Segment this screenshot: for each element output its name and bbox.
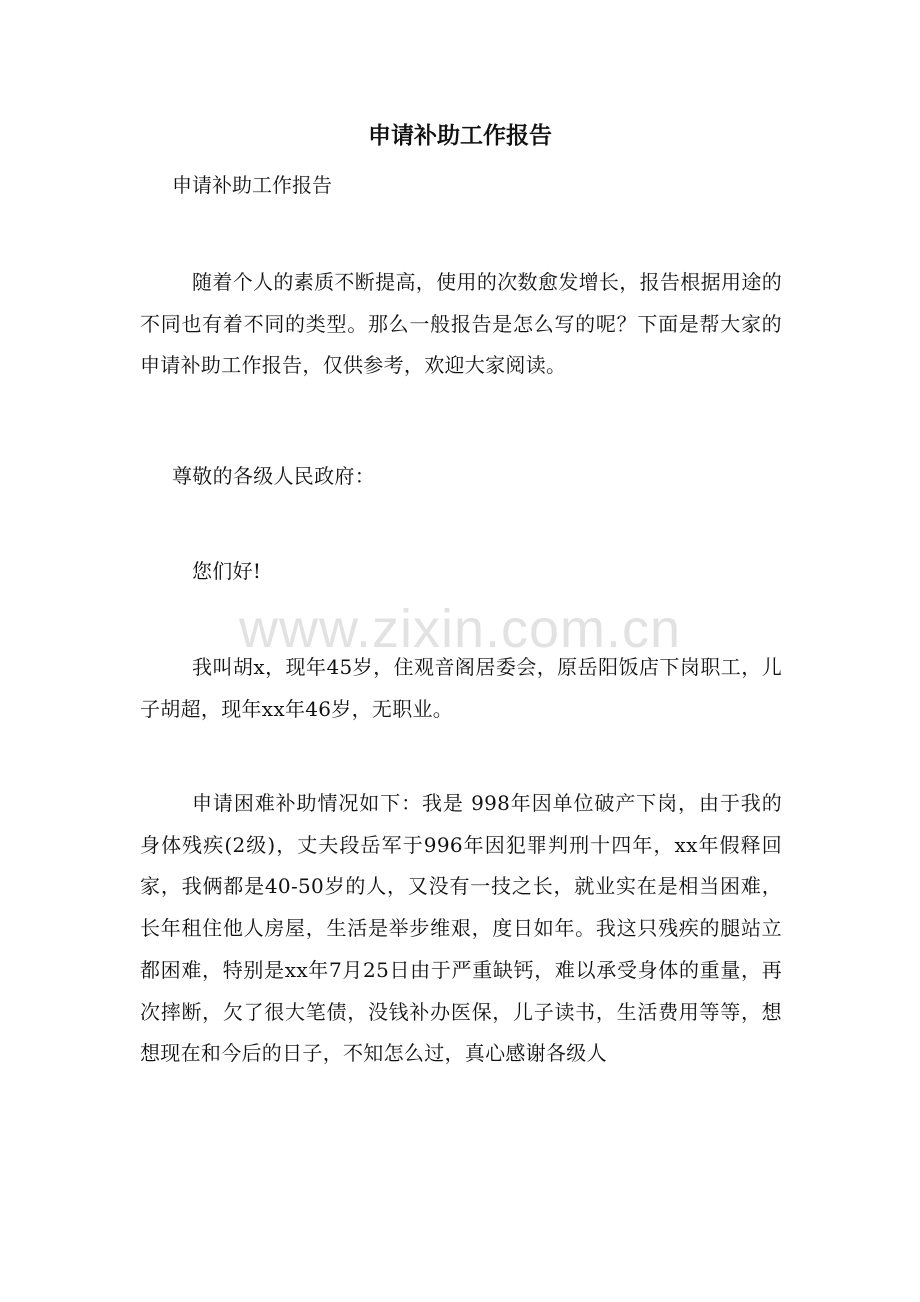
document-title: 申请补助工作报告: [368, 122, 552, 149]
paragraph-salutation: 尊敬的各级人民政府：: [172, 464, 375, 488]
document-subtitle: 申请补助工作报告: [172, 173, 332, 197]
paragraph-intro: 随着个人的素质不断提高，使用的次数愈发增长，报告根据用途的不同也有着不同的类型。那么一般报告是怎么写的呢？下面是帮大家的申请补助工作报告，仅供参考，欢迎大家阅读。: [140, 270, 782, 378]
paragraph-hardship-details: 申请困难补助情况如下：我是 998年因单位破产下岗，由于我的身体残疾(2级)，丈夫段岳军于996年因犯罪判刑十四年，xx年假释回家，我俩都是40-50岁的人，又没有一技之长，就业实在是相当困难，长年租住他人房屋，生活是举步维艰，度日如年。我这只残疾的腿站立都困难，特别是xx年7月25日由于严重缺钙，难以承受身体的重量，再次摔断，欠了很大笔债，没钱补办医保，儿子读书，生活费用等等，想想现在和今后的日子，不知怎么过，真心感谢各级人: [140, 791, 782, 1066]
paragraph-greeting: 您们好!: [192, 559, 262, 583]
paragraph-self-introduction: 我叫胡x，现年45岁，住观音阁居委会，原岳阳饭店下岗职工，儿子胡超，现年xx年46岁，无职业。: [140, 655, 782, 721]
watermark: www.zixin.com.cn: [238, 599, 682, 659]
